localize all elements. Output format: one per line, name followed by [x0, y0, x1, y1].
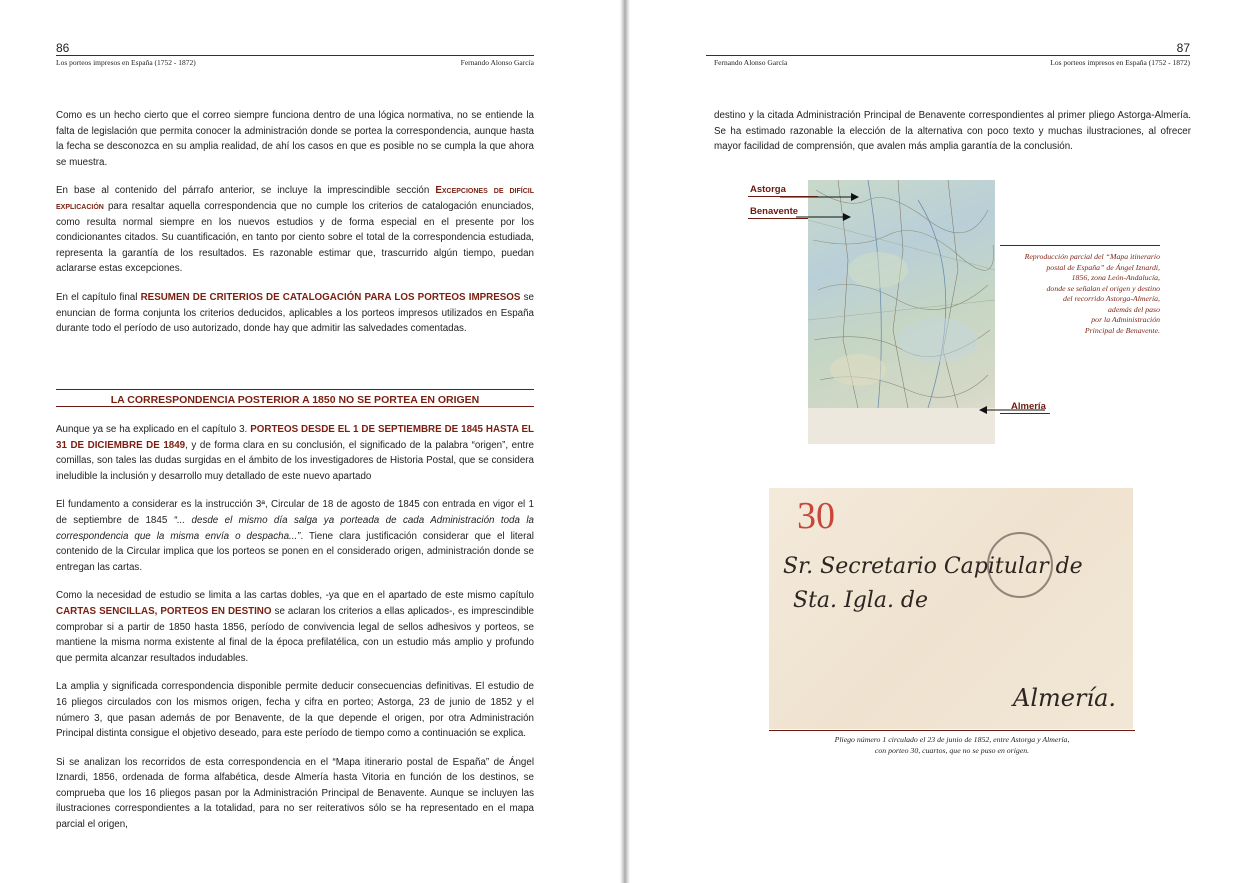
- running-header-title: Los porteos impresos en España (1752 - 1872): [56, 58, 196, 67]
- address-line-2: Sta. Igla. de: [793, 588, 929, 613]
- caption-rule: [1000, 245, 1160, 246]
- map-label-almeria: Almería: [1011, 401, 1046, 412]
- label-rule: [748, 218, 808, 219]
- running-header-author: Fernando Alonso García: [714, 58, 788, 67]
- running-header-author: Fernando Alonso García: [460, 58, 534, 67]
- letter-cover-image: [769, 488, 1133, 729]
- map-label-astorga: Astorga: [750, 184, 786, 195]
- paragraph: Aunque ya se ha explicado en el capítulo 3. PORTEOS DESDE EL 1 DE SEPTIEMBRE DE 1845 HASTA EL 31 DE DICIEMBRE DE 1849, y de forma clara en su conclusión, el significado de la palabra “origen”, entre comillas, son tales las dudas surgidas en el ámbito de los investigadores de Historia Postal, que se considera ineludible la inclusión y desarrollo muy detallado de este nuevo apartado: [56, 424, 534, 482]
- paragraph: La amplia y significada correspondencia disponible permite deducir consecuencias definitivas. El estudio de 16 pliegos circulados con los mismos origen, fecha y cifra en porteo; Astorga, 23 de junio de 1852 y el número 3, que pasan además de por Benavente, de la que depende el origen, por otra Administración Principal distinta consigue el objetivo deseado, para este período de tiempo como a continuación se explica.: [56, 681, 534, 740]
- section-text: [56, 422, 534, 846]
- map-caption: Reproducción parcial del “Mapa itinerario postal de España” de Ángel Iznardi, 1856, zona León-Andalucía, donde se señalan el origen y destino del recorrido Astorga-Almería, además del paso por la Administración Principal de Benavente.: [1024, 252, 1160, 335]
- section-reference: CARTAS SENCILLAS, PORTEOS EN DESTINO: [56, 605, 272, 617]
- section-reference: Excepciones de difícil explicación: [56, 185, 534, 212]
- chapter-reference: RESUMEN DE CRITERIOS DE CATALOGACIÓN PARA LOS PORTEOS IMPRESOS: [140, 291, 521, 303]
- porte-mark: 30: [797, 495, 835, 537]
- paragraph: destino y la citada Administración Principal de Benavente correspondientes al primer pliego Astorga-Almería. Se ha estimado razonable la elección de la alternativa con poco texto y muchas ilustraciones, al ofrecer mayor facilidad de comprensión, que avalen más amplia garantía de la conclusión.: [714, 110, 1191, 153]
- header-rule: [56, 55, 534, 56]
- section-heading: [56, 389, 534, 407]
- letter-caption: Pliego número 1 circulado el 23 de junio de 1852, entre Astorga y Almería, con porteo 30, cuartos, que no se puso en origen.: [834, 735, 1070, 755]
- section-title: LA CORRESPONDENCIA POSTERIOR A 1850 NO SE PORTEA EN ORIGEN: [110, 394, 480, 406]
- address-line-3: Almería.: [1013, 684, 1117, 712]
- address-line-1: Sr. Secretario Capitular de: [783, 554, 1083, 579]
- label-rule: [1000, 413, 1050, 414]
- map-label-benavente: Benavente: [750, 206, 799, 217]
- quote: “... desde el mismo día salga ya porteada de cada Administración toda la correspondencia que la misma envía o despacha...”: [56, 514, 534, 542]
- label-rule: [748, 196, 818, 197]
- caption-rule: [769, 730, 1135, 731]
- chapter-reference: PORTEOS DESDE EL 1 DE SEPTIEMBRE DE 1845 HASTA EL 31 DE DICIEMBRE DE 1849: [56, 424, 534, 451]
- book-gutter: [620, 0, 630, 883]
- left-page: [0, 0, 620, 883]
- page-number: 86: [56, 41, 70, 55]
- paragraph: En base al contenido del párrafo anterior, se incluye la imprescindible sección Excepciones de difícil explicación para resaltar aquella correspondencia que no cumple los criterios de catalogación enunciados, como resulta normal siempre en los nuevos estudios y de forma especial en el presente por los condicionantes citados. Su cuantificación, en tanto por ciento sobre el total de la correspondencia estudiada, representa la garantía de los resultados. Es razonable estimar que, trascurrido algún tiempo, puedan aclararse estas excepciones.: [56, 185, 534, 275]
- page-number: 87: [1176, 41, 1190, 55]
- header-rule: [706, 55, 1190, 56]
- paragraph: Como la necesidad de estudio se limita a las cartas dobles, -ya que en el apartado de este mismo capítulo CARTAS SENCILLAS, PORTEOS EN DESTINO se aclaran los criterios a ellas aplicados-, es imprescindible comprobar si a partir de 1850 hasta 1856, período de convivencia legal de sellos adhesivos y porteos, se mantiene la misma norma existente al final de la época prefilatélica, con un estudio más amplio y profundo que permita alcanzar resultados indudables.: [56, 590, 535, 664]
- running-header-title: Los porteos impresos en España (1752 - 1872): [1050, 58, 1190, 67]
- paragraph: Si se analizan los recorridos de esta correspondencia en el “Mapa itinerario postal de España” de Ángel Iznardi, 1856, ordenada de forma alfabética, desde Almería hasta Vitoria en función de los destinos, se comprueba que los 16 pliegos pasan por la Administración Principal de Benavente. Aunque se incluyen las ilustraciones correspondientes a la totalidad, para no ser reiterativos sólo se ha representado en el mapa parcial el origen,: [56, 756, 534, 831]
- intro-text: [56, 108, 534, 350]
- paragraph: El fundamento a considerar es la instrucción 3ª, Circular de 18 de agosto de 1845 con entrada en vigor el 1 de septiembre de 1845 “... desde el mismo día salga ya porteada de cada Administración toda la correspondencia que la misma envía o despacha...”. Tiene clara justificación considerar que el literal contenido de la Circular implica que los porteos se ponen en el considerado origen, administración donde se entregan las cartas.: [56, 499, 534, 573]
- continuation-text: [714, 108, 1191, 168]
- paragraph: En el capítulo final RESUMEN DE CRITERIOS DE CATALOGACIÓN PARA LOS PORTEOS IMPRESOS se enuncian de forma conjunta los criterios deducidos, aplicables a los porteos impresos utilizados en España durante todo el período de uso autorizado, donde hay que admitir las salvedades comentadas.: [56, 291, 534, 335]
- paragraph: Como es un hecho cierto que el correo siempre funciona dentro de una lógica normativa, no se entiende la falta de legislación que permita conocer la administración donde se portea la correspondencia, aunque hasta la fecha se desconozca en su amplia realidad, de ahí los casos en que es posible no se cumpla la que ahora se muestra.: [56, 110, 534, 168]
